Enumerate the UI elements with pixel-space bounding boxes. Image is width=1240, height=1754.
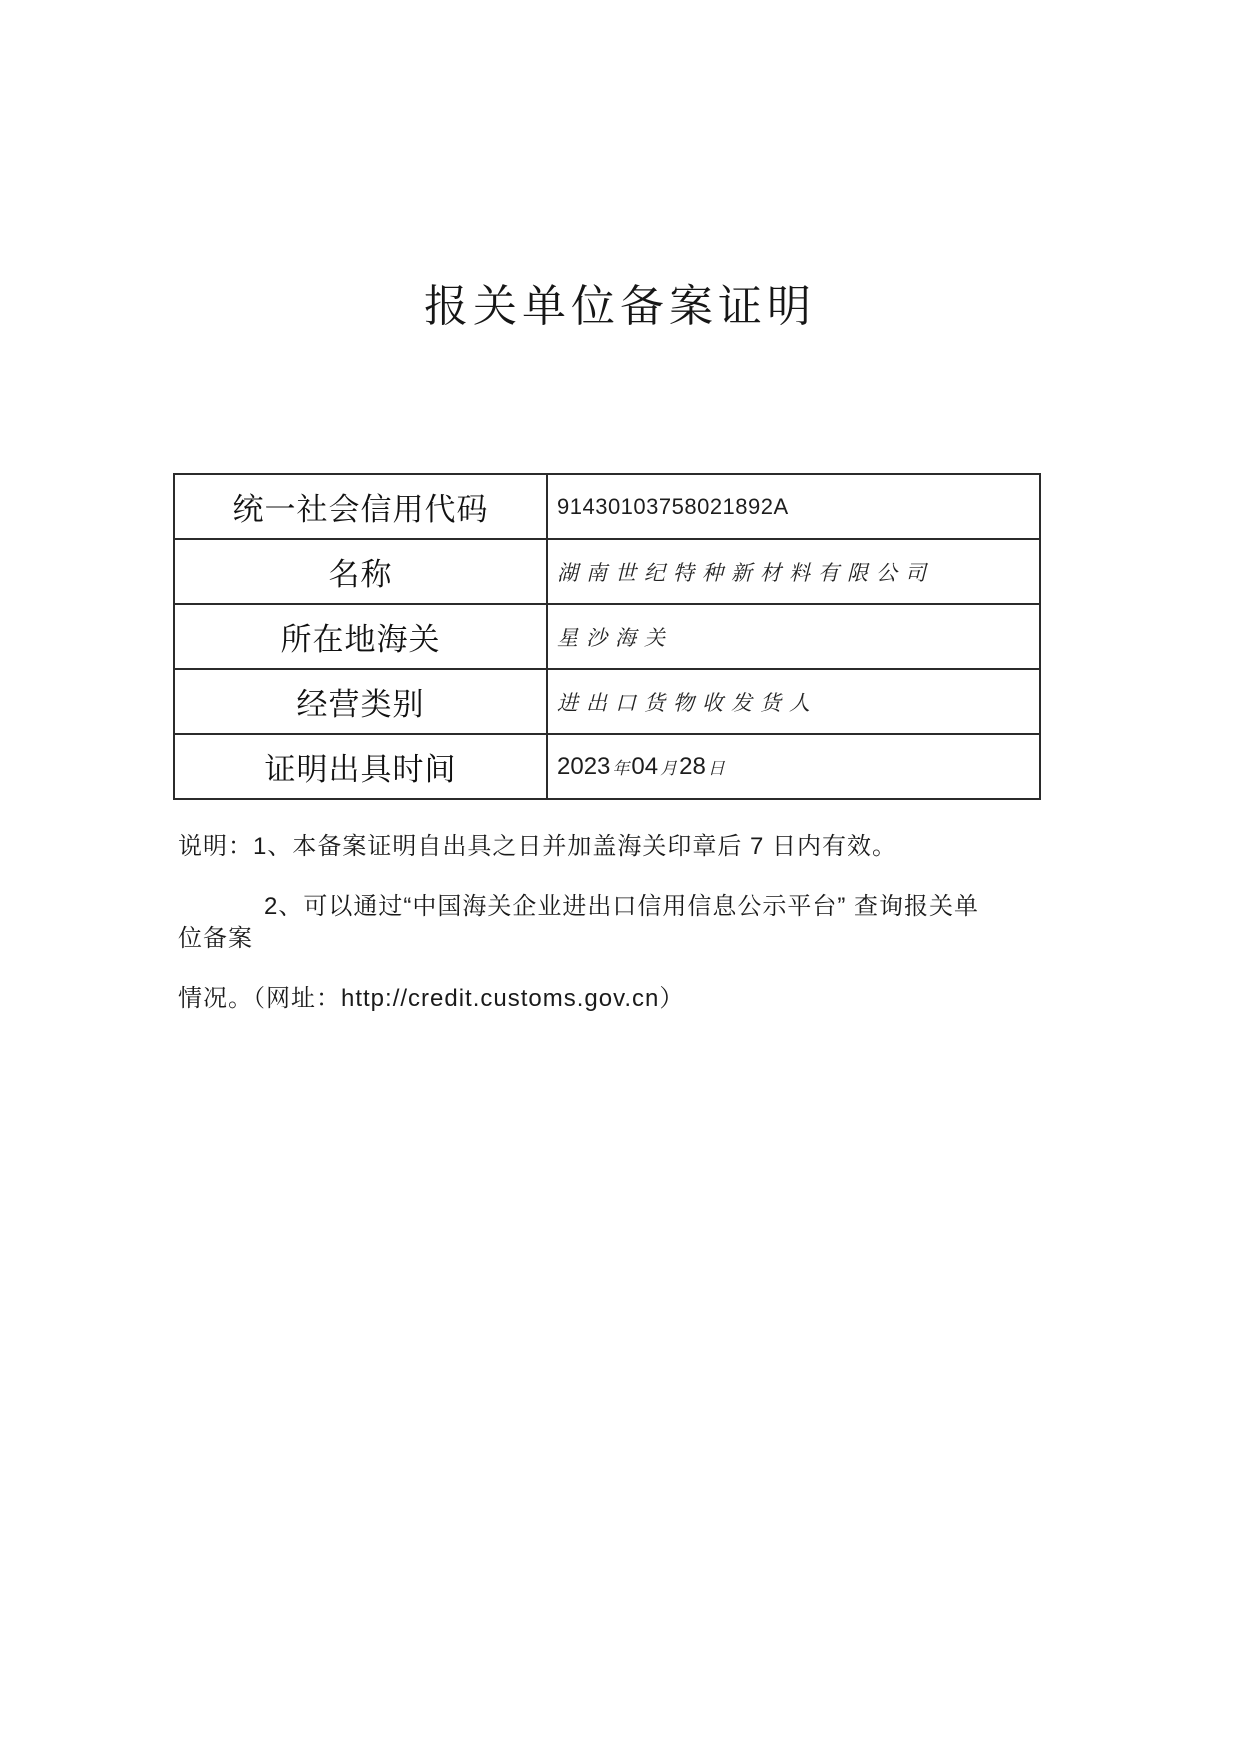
note-line-website-url: 情况。（网址：http://credit.customs.gov.cn） (178, 985, 685, 1012)
table-row-issue-date (174, 734, 1040, 799)
issue-date-month-number: 04 (631, 752, 659, 780)
note-line-query-platform: 2、可以通过“中国海关企业进出口信用信息公示平台” 查询报关单位备案 (178, 893, 979, 952)
customs-location-value: 星沙海关 (547, 604, 1040, 669)
issue-date-value (547, 734, 1040, 799)
issue-date-year-character: 年 (612, 758, 630, 778)
customs-location-label: 所在地海关 (174, 604, 547, 669)
table-row-business-category (174, 669, 1040, 734)
business-category-value: 进出口货物收发货人 (547, 669, 1040, 734)
company-name-value: 湖南世纪特种新材料有限公司 (547, 539, 1040, 604)
issue-date-month-character: 月 (660, 758, 678, 778)
issue-date-year-number: 2023 (557, 752, 611, 780)
notes-section (178, 831, 990, 1043)
issue-date-day-character: 日 (707, 758, 725, 778)
note-line-validity: 说明：1、本备案证明自出具之日并加盖海关印章后 7 日内有效。 (178, 833, 898, 860)
issue-date-label: 证明出具时间 (174, 734, 547, 799)
credit-code-label: 统一社会信用代码 (174, 474, 547, 539)
filing-certificate-table (173, 473, 1041, 800)
issue-date-day-number: 28 (679, 752, 706, 780)
business-category-label: 经营类别 (174, 669, 547, 734)
table-row-customs-location (174, 604, 1040, 669)
company-name-label: 名称 (174, 539, 547, 604)
table-row-credit-code (174, 474, 1040, 539)
table-row-company-name (174, 539, 1040, 604)
document-title: 报关单位备案证明 (424, 282, 816, 331)
credit-code-value: 91430103758021892A (547, 474, 1040, 539)
